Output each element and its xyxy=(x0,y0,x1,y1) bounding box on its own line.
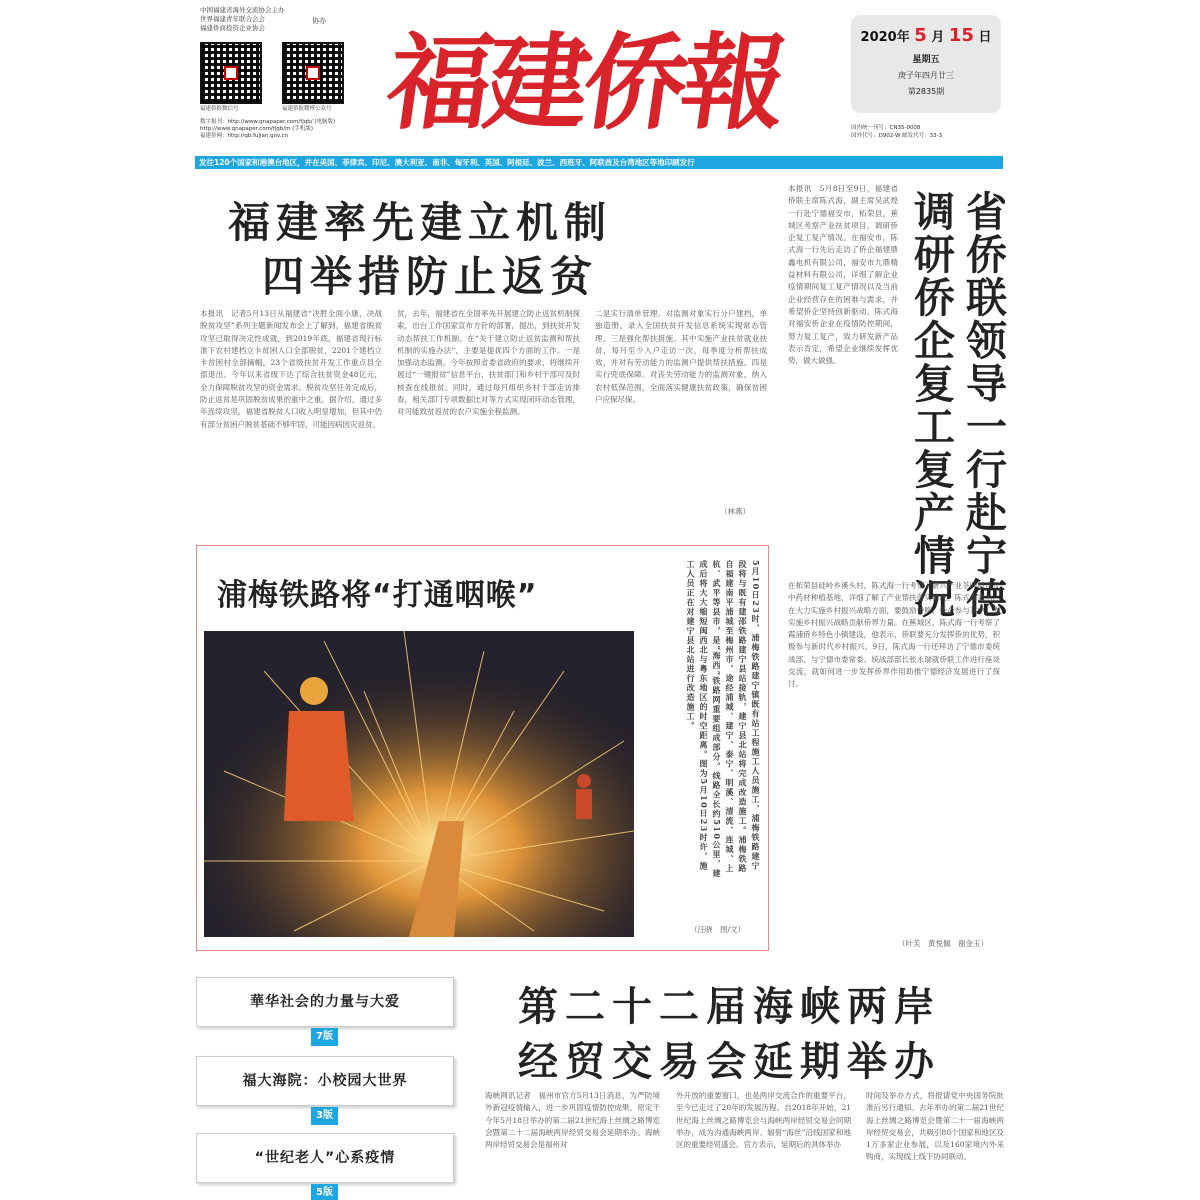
weibo-qr-label: 福建侨报微博公众号 xyxy=(282,106,332,112)
date-month-unit: 月 xyxy=(931,30,945,45)
url-mobile[interactable]: http://www.qnapaper.com/fjqb/m (手机版) xyxy=(200,126,313,132)
lunar-date: 庚子年四月廿三 xyxy=(898,71,954,80)
wechat-qr-code[interactable] xyxy=(200,42,262,104)
lead-headline-2: 四举措防止返贫 xyxy=(262,252,599,301)
second-column-1: 海峡网讯记者 福州市官方5月13日消息，为严防境外新冠疫情输入，进一步巩固疫情防控成果，原定于今年5月18日举办的第二届21世纪海上丝绸之路博览会暨第二十二届海峡两岸经贸交易会延期举办。海峡两岸经贸交易会是福州对 xyxy=(485,1091,660,1150)
promo-page-tag-2[interactable]: 3版 xyxy=(311,1107,338,1125)
promo-title-2: 福大海院：小校园大世界 xyxy=(242,1073,408,1089)
promo-box-2[interactable] xyxy=(196,1056,454,1121)
promo-box-3[interactable] xyxy=(196,1133,454,1198)
date-box xyxy=(851,15,1001,113)
side-text-bottom: 在柘荣县硅岭乡溪头村，陈式海一行考察了新兴产业茶叶项目及中药材种植基地，详细了解了产业帮扶落实情况。陈式海表示，在大力实施乡村振兴战略方面，要鼓励侨胞、侨企参与其中，为实施乡村振兴战略贡献侨界力量。在蕉城区，陈式海一行考察了霞浦侨乡特色小镇建设，他表示，侨联要充分发挥侨的优势，积极参与新时代乡村振兴。9日，陈式海一行还拜访了宁德市委统战部，与宁德市委常委、统战部部长张永瑞就侨联工作进行座谈交流，就如何进一步发挥侨界作用助推宁德经济发展进行了探讨。 xyxy=(788,581,1000,689)
lead-credit: （林燕） xyxy=(720,507,750,516)
lead-column-1: 本报讯 记者5月13日从福建省“决胜全面小康，决战脱贫攻坚”系列主题新闻发布会上了解到，福建省脱贫攻坚已取得决定性成就，到2019年底，福建省现行标准下农村建档立卡贫困人口全部脱贫，2201个建档立卡贫困村全部摘帽，23个省级扶贫开发工作重点县全部退出。今年以来省级下达了综合扶贫资金48亿元，全力保障脱贫攻坚的资金需求。脱贫攻坚任务完成后，防止返贫是巩固脱贫成果的重中之重。据介绍，通过多年连续攻坚，福建省脱贫人口收入明显增加，但其中仍有部分贫困户脱贫基础不够牢固，可能因病因灾返贫。 xyxy=(200,309,382,429)
weibo-qr-code[interactable] xyxy=(282,42,344,104)
lead-headline-1: 福建率先建立机制 xyxy=(228,198,613,247)
digital-urls xyxy=(200,119,370,140)
second-headline-1: 第二十二届海峡两岸 xyxy=(518,984,941,1030)
code-domestic: 国内统一刊号：CN35-0008 xyxy=(851,125,921,131)
organizer-role: 协办 xyxy=(312,17,326,25)
organizer-1: 中国福建省海外交流协会主办 xyxy=(200,6,285,14)
feature-credit: （汪晓 图/文） xyxy=(690,925,746,934)
feature-headline: 浦梅铁路将“打通咽喉” xyxy=(217,578,538,613)
weekday: 星期五 xyxy=(912,55,940,65)
welding-sparks-image xyxy=(204,631,634,937)
organizer-2: 世界福建青年联合会会 xyxy=(200,15,265,23)
promo-title-1: 華华社会的力量与大爱 xyxy=(250,994,400,1010)
date-day-unit: 日 xyxy=(978,30,992,45)
wechat-qr-label: 福建侨报微信号 xyxy=(200,106,239,112)
promo-page-tag-3[interactable]: 5版 xyxy=(311,1184,338,1200)
promo-title-3: “世纪老人”心系疫情 xyxy=(254,1150,396,1166)
organizer-3: 福建侨商投资企业协会 xyxy=(200,24,265,32)
date-line xyxy=(851,25,1001,46)
date-year: 2020年 xyxy=(860,30,910,45)
url-portal[interactable]: 福建侨网：http://qb.fujian.gov.cn xyxy=(200,133,289,139)
side-text-top: 本报讯 5月8日至9日，福建省侨联主席陈式海，副主席吴武煌一行赴宁德福安市，柘荣县，蕉城区考察产业扶贫项目，调研侨企复工复产情况。在福安市，陈式海一行先后走访了侨企福建鼎鑫电机有限公司，福安市九鼎精益材料有限公司，详细了解企业疫情期间复工复产情况以及当前企业经营存在的困难与需求，并希望侨企坚持创新驱动。陈式海对福安侨企业在疫情防控期间，努力复工复产，致力研发新产品表示肯定，希望企业继续发挥优势，做大做强。 xyxy=(788,184,898,366)
second-column-2: 外开放的重要窗口，也是两岸交流合作的重要平台，至今已走过了20年的发展历程。自2018年开始，21世纪海上丝绸之路博览会与海峡两岸经贸交易会同期举办，成为沟通海峡两岸、辐射“海丝”沿线国家和地区的重要经贸盛会。官方表示，延期后的具体举办 xyxy=(676,1091,851,1150)
code-foreign: 国外代号：D902-W 邮发代号：33-3 xyxy=(851,133,943,139)
url-desktop[interactable]: 数字报刊：http://www.qnapaper.com/fjqb/ (电脑版) xyxy=(200,119,336,125)
promo-box-1[interactable] xyxy=(196,977,454,1042)
lead-column-2: 贫，去年，福建省在全国率先开展建立防止返贫机制探索，出台工作国家宣布方针的部署，提出，到扶贫开发动态帮扶工作机制。在“关于建立防止返贫监测和帮扶机制的实施办法”，主要是提优四个方面的工作。一是加强动态监测。今年按照省委省政府的要求，将继续开展过“一键报贫”信息平台，扶贫部门和乡村干部可及时核查在线报贫。同时，通过每月组织乡村干部走访排查，相关部门专项数据比对等方式实现闭环动态管理，对可能致贫返贫的农户实施全程监测。 xyxy=(397,309,580,417)
date-month: 5 xyxy=(914,25,927,46)
date-day: 15 xyxy=(948,25,974,46)
newspaper-title: 福建侨報 xyxy=(379,21,789,144)
side-credit: （叶芙 黄悦佩 谢金玉） xyxy=(898,939,988,948)
lead-column-3: 二是实行清单管理。对监测对象实行分户建档，单独造册，录入全国扶贫开发信息系统实现常态管理。三是强化帮扶措施。其中实施产业扶贫就业扶贫，每月至少入户走访一次，每季度分析帮扶成效，并对有劳动能力的监测户提供帮扶措施。四是实行兜底保障。对丧失劳动能力的监测对象，纳入农村低保范围，全面落实健康扶贫政策，确保贫困户应保尽保。 xyxy=(595,309,767,405)
side-headline: 省侨联领导一行赴宁德调研侨企复工复产情况 xyxy=(907,190,1007,620)
distribution-banner: 发往120个国家和港澳台地区，并在美国、菲律宾、印尼、澳大利亚、南非、匈牙利、英国、阿根廷、波兰、西班牙、阿联酋及台湾地区等地印刷发行 xyxy=(195,156,1003,169)
publication-codes xyxy=(851,124,942,140)
promo-page-tag-1[interactable]: 7版 xyxy=(311,1028,338,1046)
railway-photo[interactable] xyxy=(204,631,634,937)
second-column-3: 时间及举办方式，将报请党中央国务院批准后另行通知。去年举办的第二届21世纪海上丝绸之路博览会暨第二十一届海峡两岸经贸交易会，共吸引80个国家和地区及1万多家企业参展，以及160家境内外采购商，实现线上线下协同联动。 xyxy=(866,1091,1004,1162)
feature-caption: 5月10日23时，浦梅铁路建宁镇既有站工程施工人员施工，浦梅铁路建宁段将与既有建邵铁路建宁县站接轨，建宁县北站将完成改造施工。浦梅铁路自福建南平浦城至梅州市，途经浦城、建宁、泰宁、明溪、清流、连城、上杭、武平等县市，是“海西”铁路网重要组成部分。线路全长约510公里，建成后将大大缩短闽西北与粤东地区的时空距离。图为5月10日23时许，施工人员正在对建宁县北站进行改造施工。 xyxy=(686,560,761,879)
organizers xyxy=(200,6,350,33)
issue-number: 第2835期 xyxy=(907,87,945,96)
second-headline-2: 经贸交易会延期举办 xyxy=(518,1039,941,1085)
